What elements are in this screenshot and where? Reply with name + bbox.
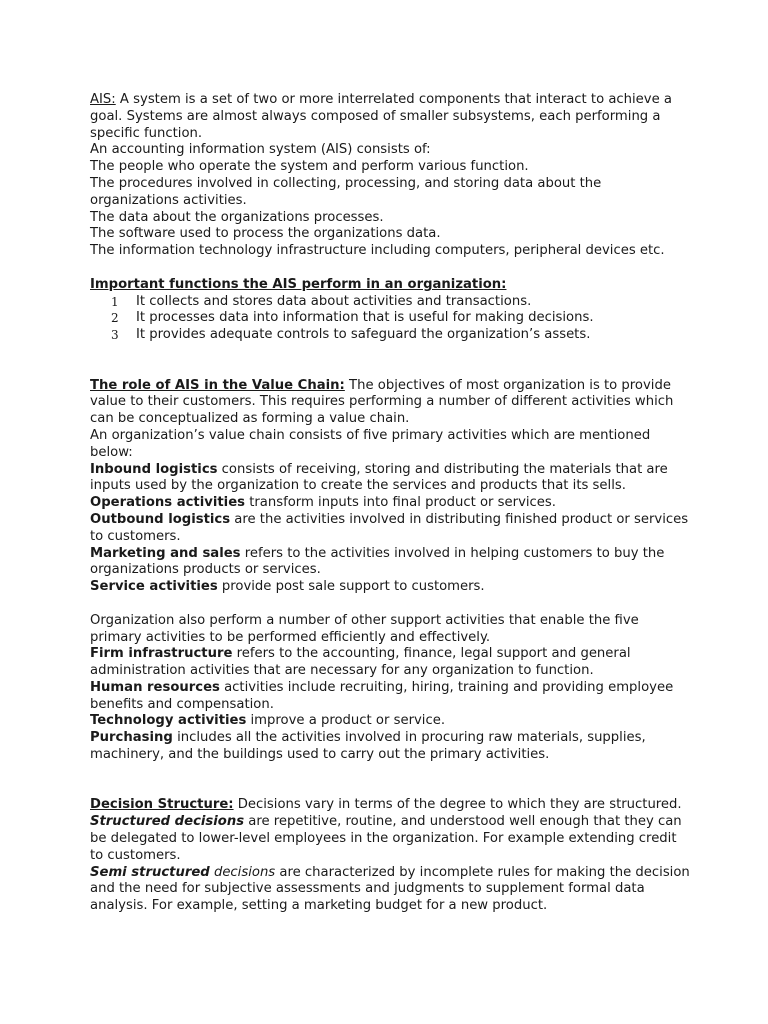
ais-heading: AIS: [90, 92, 116, 107]
ais-line: An accounting information system (AIS) consists of: [90, 142, 431, 158]
decision-intro-text: Decisions vary in terms of the degree to which they are structured. [233, 797, 682, 813]
activity-term: Human resources [90, 679, 220, 695]
activity-text: provide post sale support to customers. [217, 579, 485, 595]
activity-term: Outbound logistics [90, 511, 231, 527]
spacer [90, 781, 690, 798]
semi-structured-term: Semi structured [90, 864, 210, 880]
activity-term: Firm infrastructure [90, 646, 233, 662]
activity-term: Inbound logistics [90, 461, 218, 477]
list-item-text: It processes data into information that is useful for making decisions. [136, 310, 594, 326]
semi-structured-text: are characterized by incomplete rules for making the decision and the need for subjective assessments and judgments to supplement formal data analysis. For example, setting a marketing budget for a new product. [90, 864, 690, 914]
functions-list [90, 294, 690, 344]
value-chain-intro-text: The objectives of most organization is to provide value to their customers. This requires performing a number of different activities which can be conceptualized as forming a value chain. [90, 377, 674, 427]
support-activities-intro: Organization also perform a number of other support activities that enable the five primary activities to be performed efficiently and effectively. [90, 612, 639, 645]
spacer [90, 260, 690, 277]
activity-text: refers to the activities involved in helping customers to buy the organizations products or services. [90, 545, 665, 578]
activity-text: improve a product or service. [246, 713, 446, 729]
list-number: 3 [111, 328, 119, 343]
ais-intro-text: A system is a set of two or more interrelated components that interact to achieve a goal. Systems are almost always composed of smaller subsystems, each performing a specific function. [90, 92, 672, 141]
structured-term: Structured decisions [90, 814, 245, 830]
activity-text: are the activities involved in distributing finished product or services to customers. [90, 511, 689, 544]
activity-term: Operations activities [90, 495, 245, 511]
primary-activity [90, 546, 690, 580]
activity-text: refers to the accounting, finance, legal support and general administration activities that are necessary for any organization to function. [90, 646, 631, 679]
primary-activities-intro: An organization’s value chain consists of five primary activities which are mentioned below: [90, 427, 651, 460]
list-item-text: It collects and stores data about activities and transactions. [136, 293, 532, 309]
decision-intro-paragraph [90, 797, 690, 814]
activity-text: transform inputs into final product or services. [245, 495, 556, 511]
functions-heading: Important functions the AIS perform in an organization: [90, 276, 507, 292]
ais-line: The software used to process the organizations data. [90, 226, 441, 242]
support-activity [90, 730, 690, 764]
list-item [111, 294, 690, 311]
list-item-text: It provides adequate controls to safeguard the organization’s assets. [136, 327, 591, 343]
list-number: 2 [111, 311, 119, 326]
ais-line: The procedures involved in collecting, processing, and storing data about the organizations activities. [90, 175, 602, 208]
semi-structured-paragraph [90, 865, 690, 915]
activity-term: Purchasing [90, 730, 173, 746]
ais-line: The people who operate the system and perform various function. [90, 159, 529, 175]
ais-line: The data about the organizations processes. [90, 209, 384, 225]
primary-activity [90, 495, 690, 512]
document-body [90, 92, 690, 915]
list-item [111, 310, 690, 327]
spacer [90, 596, 690, 613]
activity-term: Service activities [90, 579, 218, 595]
primary-activity [90, 462, 690, 496]
list-item [111, 327, 690, 344]
spacer [90, 764, 690, 781]
ais-intro-paragraph [90, 92, 690, 142]
support-activity [90, 713, 690, 730]
support-activity [90, 680, 690, 714]
semi-structured-term-suffix: decisions [209, 864, 276, 880]
activity-text: consists of receiving, storing and distributing the materials that are inputs used by the organization to create the services and products that its sells. [90, 461, 668, 494]
structured-text: are repetitive, routine, and understood well enough that they can be delegated to lower-level employees in the organization. For example extending credit to customers. [90, 814, 682, 863]
value-chain-heading: The role of AIS in the Value Chain: [90, 377, 345, 393]
activity-text: activities include recruiting, hiring, training and providing employee benefits and compensation. [90, 679, 674, 712]
ais-line: The information technology infrastructure including computers, peripheral devices etc. [90, 243, 665, 259]
primary-activity [90, 579, 690, 596]
spacer [90, 361, 690, 378]
value-chain-intro-paragraph [90, 378, 690, 428]
activity-term: Marketing and sales [90, 545, 241, 561]
structured-decisions-paragraph [90, 814, 690, 864]
activity-text: includes all the activities involved in procuring raw materials, supplies, machinery, and the buildings used to carry out the primary activities. [90, 730, 646, 763]
support-activity [90, 646, 690, 680]
activity-term: Technology activities [90, 713, 247, 729]
spacer [90, 344, 690, 361]
decision-heading: Decision Structure: [90, 797, 234, 813]
primary-activity [90, 512, 690, 546]
list-number: 1 [111, 294, 119, 309]
